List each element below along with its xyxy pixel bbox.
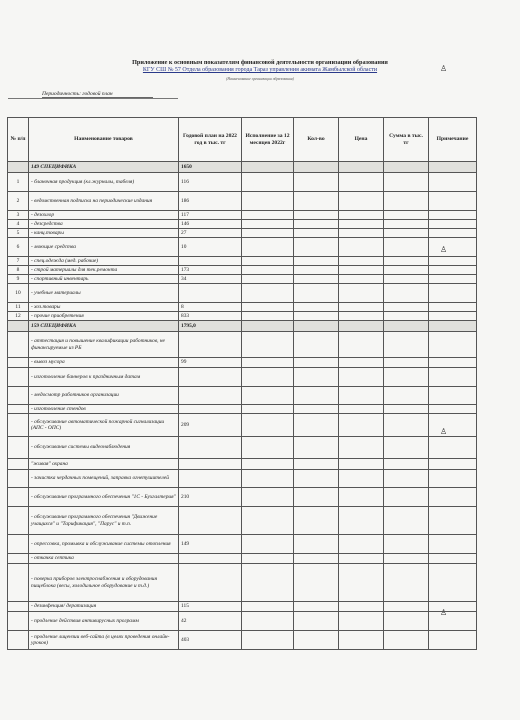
row-price [339, 535, 384, 554]
row-number [8, 405, 29, 414]
row-price [339, 612, 384, 631]
row-note [429, 414, 477, 437]
table-row [8, 564, 477, 602]
row-qty [294, 173, 339, 192]
row-number [8, 488, 29, 507]
row-qty [294, 192, 339, 211]
table-row [8, 257, 477, 266]
row-plan: 403 [179, 631, 242, 650]
row-qty [294, 507, 339, 535]
row-qty [294, 612, 339, 631]
row-sum [384, 284, 429, 303]
row-qty [294, 414, 339, 437]
row-qty [294, 332, 339, 358]
row-plan [179, 332, 242, 358]
row-execution [242, 358, 294, 368]
row-name: - медосмотр работников организации [29, 387, 179, 405]
row-sum [384, 358, 429, 368]
row-number: 1 [8, 173, 29, 192]
row-name: - дезсредства [29, 220, 179, 229]
row-number [8, 358, 29, 368]
row-price [339, 162, 384, 173]
row-name: - строй материалы для тек.ремонта [29, 266, 179, 275]
stamp-mark-icon: ♙ [440, 608, 448, 617]
row-number [8, 437, 29, 459]
row-sum [384, 470, 429, 488]
row-note [429, 173, 477, 192]
row-note [429, 332, 477, 358]
row-name: "живая" охрана [29, 459, 179, 470]
row-execution [242, 564, 294, 602]
row-qty [294, 275, 339, 284]
row-name: - прочие приобретения [29, 312, 179, 321]
row-sum [384, 631, 429, 650]
row-sum [384, 312, 429, 321]
table-row [8, 488, 477, 507]
row-note [429, 211, 477, 220]
row-sum [384, 220, 429, 229]
table-row [8, 358, 477, 368]
row-number: 10 [8, 284, 29, 303]
row-sum [384, 162, 429, 173]
row-name: - поверка приборов электроснабжения и оборудования пищеблока (весы, холодильное оборудование и т.д.) [29, 564, 179, 602]
row-note [429, 220, 477, 229]
col-header-num: № п/п [8, 118, 29, 162]
row-qty [294, 488, 339, 507]
row-number: 7 [8, 257, 29, 266]
row-note [429, 358, 477, 368]
row-number [8, 535, 29, 554]
table-row [8, 612, 477, 631]
row-name: - опрессовка, промывка и обслуживание системы отопления [29, 535, 179, 554]
row-execution [242, 238, 294, 257]
row-price [339, 368, 384, 387]
row-number [8, 554, 29, 564]
row-plan [179, 564, 242, 602]
row-sum [384, 507, 429, 535]
row-number [8, 507, 29, 535]
row-price [339, 414, 384, 437]
row-number [8, 414, 29, 437]
row-plan: 27 [179, 229, 242, 238]
row-plan: 99 [179, 358, 242, 368]
row-sum [384, 257, 429, 266]
row-qty [294, 266, 339, 275]
row-plan: 210 [179, 488, 242, 507]
row-note [429, 284, 477, 303]
stamp-mark-icon: ♙ [440, 427, 448, 436]
row-plan: 42 [179, 612, 242, 631]
col-header-qty: Кол-во [294, 118, 339, 162]
row-plan: 833 [179, 312, 242, 321]
periodicity-label: Периодичность: годовой план [42, 91, 153, 98]
row-note [429, 631, 477, 650]
row-sum [384, 229, 429, 238]
row-name: - продление действия антивирусных программ [29, 612, 179, 631]
row-qty [294, 368, 339, 387]
row-note [429, 470, 477, 488]
organization-name: КГУ СШ № 57 Отдела образования города Тараз управления акимата Жамбылской области [142, 67, 378, 73]
row-number [8, 602, 29, 612]
row-sum [384, 437, 429, 459]
row-plan: 1795,0 [179, 321, 242, 332]
row-qty [294, 459, 339, 470]
table-row [8, 312, 477, 321]
row-plan: 173 [179, 266, 242, 275]
row-execution [242, 332, 294, 358]
row-sum [384, 387, 429, 405]
row-number [8, 470, 29, 488]
table-row [8, 507, 477, 535]
row-note [429, 257, 477, 266]
row-name: - дезохлор [29, 211, 179, 220]
table-row [8, 437, 477, 459]
row-execution [242, 535, 294, 554]
row-qty [294, 284, 339, 303]
row-price [339, 321, 384, 332]
row-price [339, 387, 384, 405]
row-sum [384, 554, 429, 564]
row-name: - канц.товары [29, 229, 179, 238]
row-price [339, 220, 384, 229]
row-name: - изготовление баннеров к праздничным датам [29, 368, 179, 387]
row-plan [179, 284, 242, 303]
row-number [8, 631, 29, 650]
table-header-row [8, 118, 477, 162]
row-sum [384, 303, 429, 312]
row-price [339, 312, 384, 321]
row-price [339, 229, 384, 238]
row-sum [384, 535, 429, 554]
row-execution [242, 312, 294, 321]
row-price [339, 470, 384, 488]
row-name: 159 СПЕЦИФИКА [29, 321, 179, 332]
table-row [8, 535, 477, 554]
row-number: 5 [8, 229, 29, 238]
row-number [8, 321, 29, 332]
row-note [429, 275, 477, 284]
row-execution [242, 612, 294, 631]
page-title: Приложение к основным показателям финансовой деятельности организации образования [132, 59, 388, 66]
row-plan: 10 [179, 238, 242, 257]
col-header-name: Наименование товаров [29, 118, 179, 162]
row-qty [294, 631, 339, 650]
row-number [8, 332, 29, 358]
table-row [8, 229, 477, 238]
row-plan [179, 459, 242, 470]
row-note [429, 535, 477, 554]
row-sum [384, 275, 429, 284]
row-execution [242, 211, 294, 220]
row-sum [384, 602, 429, 612]
row-qty [294, 321, 339, 332]
row-note [429, 312, 477, 321]
row-plan [179, 554, 242, 564]
row-price [339, 266, 384, 275]
row-execution [242, 602, 294, 612]
row-sum [384, 192, 429, 211]
table-row [8, 414, 477, 437]
row-number: 8 [8, 266, 29, 275]
row-plan: 34 [179, 275, 242, 284]
row-plan [179, 257, 242, 266]
col-header-plan: Годовой план на 2022 год в тыс. тг [179, 118, 242, 162]
row-price [339, 459, 384, 470]
row-sum [384, 405, 429, 414]
row-execution [242, 266, 294, 275]
row-price [339, 257, 384, 266]
row-plan: 116 [179, 173, 242, 192]
row-qty [294, 554, 339, 564]
row-sum [384, 266, 429, 275]
row-plan [179, 405, 242, 414]
row-number: 12 [8, 312, 29, 321]
row-note [429, 192, 477, 211]
row-qty [294, 238, 339, 257]
row-qty [294, 162, 339, 173]
row-name: - аттестация и повышение квалификации работников, не финансируемые из РБ [29, 332, 179, 358]
row-number [8, 459, 29, 470]
col-header-note: Примечание [429, 118, 477, 162]
row-qty [294, 211, 339, 220]
row-qty [294, 229, 339, 238]
row-execution [242, 437, 294, 459]
table-section-row [8, 162, 477, 173]
row-qty [294, 303, 339, 312]
row-price [339, 358, 384, 368]
row-note [429, 266, 477, 275]
row-name: - зачистка чердачных помещений, заправка огнетушителей [29, 470, 179, 488]
table-row [8, 275, 477, 284]
row-execution [242, 284, 294, 303]
row-qty [294, 358, 339, 368]
row-qty [294, 387, 339, 405]
row-note [429, 229, 477, 238]
row-note [429, 321, 477, 332]
table-row [8, 368, 477, 387]
table-row [8, 211, 477, 220]
row-note [429, 488, 477, 507]
row-plan [179, 387, 242, 405]
row-note [429, 303, 477, 312]
row-execution [242, 321, 294, 332]
row-price [339, 192, 384, 211]
row-plan: 115 [179, 602, 242, 612]
row-number: 6 [8, 238, 29, 257]
row-name: - продление лицензии веб-сайта (в целях проведения онлайн-уроков) [29, 631, 179, 650]
table-row [8, 332, 477, 358]
row-execution [242, 387, 294, 405]
row-name: - вывоз мусора [29, 358, 179, 368]
row-note [429, 368, 477, 387]
row-name: - моющие средства [29, 238, 179, 257]
table-row [8, 173, 477, 192]
table-row [8, 192, 477, 211]
row-note [429, 507, 477, 535]
row-number: 11 [8, 303, 29, 312]
row-qty [294, 564, 339, 602]
row-price [339, 405, 384, 414]
table-row [8, 266, 477, 275]
header-divider [8, 98, 178, 99]
row-execution [242, 192, 294, 211]
row-name: - дезинфекция/ дератизация [29, 602, 179, 612]
row-price [339, 238, 384, 257]
row-sum [384, 459, 429, 470]
row-price [339, 602, 384, 612]
row-execution [242, 470, 294, 488]
row-execution [242, 162, 294, 173]
table-row [8, 459, 477, 470]
row-number [8, 564, 29, 602]
table-row [8, 220, 477, 229]
row-note [429, 554, 477, 564]
row-note [429, 564, 477, 602]
col-header-execution: Исполнение за 12 месяцев 2022г [242, 118, 294, 162]
row-qty [294, 257, 339, 266]
row-execution [242, 257, 294, 266]
row-execution [242, 507, 294, 535]
organization-caption: (Наименование организации образования) [226, 77, 294, 81]
row-name: 149 СПЕЦИФИКА [29, 162, 179, 173]
row-qty [294, 405, 339, 414]
table-row [8, 405, 477, 414]
row-sum [384, 321, 429, 332]
row-price [339, 332, 384, 358]
row-name: - обслуживание системы видеонаблюдения [29, 437, 179, 459]
row-name: - откачка септика [29, 554, 179, 564]
row-number [8, 612, 29, 631]
row-sum [384, 238, 429, 257]
row-price [339, 488, 384, 507]
row-qty [294, 437, 339, 459]
row-qty [294, 602, 339, 612]
row-number [8, 162, 29, 173]
col-header-price: Цена [339, 118, 384, 162]
row-name: - хоз.товары [29, 303, 179, 312]
row-price [339, 437, 384, 459]
row-execution [242, 303, 294, 312]
row-execution [242, 414, 294, 437]
row-qty [294, 220, 339, 229]
row-name: - спортивный инвентарь [29, 275, 179, 284]
row-execution [242, 229, 294, 238]
row-plan: 146 [179, 220, 242, 229]
row-plan [179, 437, 242, 459]
row-execution [242, 488, 294, 507]
table-row [8, 387, 477, 405]
table-row [8, 631, 477, 650]
table-body [8, 162, 477, 650]
row-name: - учебные материалы [29, 284, 179, 303]
row-name: - обслуживание автоматической пожарной сигнализации (АПС - ОПС) [29, 414, 179, 437]
stamp-mark-icon: ♙ [440, 245, 448, 254]
row-name: - спец.одежда (мед. рабочие) [29, 257, 179, 266]
row-plan: 8 [179, 303, 242, 312]
row-note [429, 238, 477, 257]
row-execution [242, 405, 294, 414]
row-number: 3 [8, 211, 29, 220]
row-plan: 117 [179, 211, 242, 220]
row-number [8, 387, 29, 405]
row-price [339, 284, 384, 303]
row-sum [384, 612, 429, 631]
row-sum [384, 414, 429, 437]
row-note [429, 459, 477, 470]
goods-table [7, 117, 477, 650]
row-plan: 149 [179, 535, 242, 554]
row-plan: 209 [179, 414, 242, 437]
row-name: - обслуживание программного обеспечения "1С - Бухгалтерия" [29, 488, 179, 507]
row-plan: 186 [179, 192, 242, 211]
row-number: 4 [8, 220, 29, 229]
row-execution [242, 275, 294, 284]
row-name: - обслуживание программного обеспечения "Движение учащихся" и "Тарификация", "Парус" и т.п. [29, 507, 179, 535]
row-price [339, 211, 384, 220]
table-row [8, 602, 477, 612]
row-number: 2 [8, 192, 29, 211]
row-price [339, 173, 384, 192]
row-price [339, 631, 384, 650]
table-row [8, 284, 477, 303]
row-price [339, 564, 384, 602]
table-row [8, 238, 477, 257]
row-name: - ведомственная подписка на периодические издания [29, 192, 179, 211]
row-qty [294, 312, 339, 321]
row-name: - изготовление стендов [29, 405, 179, 414]
row-execution [242, 554, 294, 564]
col-header-sum: Сумма в тыс. тг [384, 118, 429, 162]
table-section-row [8, 321, 477, 332]
row-price [339, 303, 384, 312]
stamp-mark-icon: ♙ [440, 64, 448, 73]
row-execution [242, 173, 294, 192]
row-sum [384, 332, 429, 358]
row-note [429, 162, 477, 173]
row-note [429, 437, 477, 459]
row-plan [179, 507, 242, 535]
row-execution [242, 631, 294, 650]
row-execution [242, 368, 294, 387]
row-note [429, 602, 477, 612]
row-number [8, 368, 29, 387]
row-price [339, 554, 384, 564]
row-note [429, 387, 477, 405]
row-sum [384, 173, 429, 192]
row-qty [294, 470, 339, 488]
row-qty [294, 535, 339, 554]
table-row [8, 470, 477, 488]
row-plan [179, 470, 242, 488]
row-note [429, 405, 477, 414]
row-note [429, 612, 477, 631]
row-number: 9 [8, 275, 29, 284]
row-sum [384, 488, 429, 507]
row-name: - бланочная продукция (кл.журналы, табеля) [29, 173, 179, 192]
row-price [339, 275, 384, 284]
row-sum [384, 368, 429, 387]
row-execution [242, 459, 294, 470]
table-row [8, 554, 477, 564]
row-sum [384, 564, 429, 602]
table-row [8, 303, 477, 312]
row-plan [179, 368, 242, 387]
row-plan: 1650 [179, 162, 242, 173]
row-price [339, 507, 384, 535]
row-execution [242, 220, 294, 229]
row-sum [384, 211, 429, 220]
